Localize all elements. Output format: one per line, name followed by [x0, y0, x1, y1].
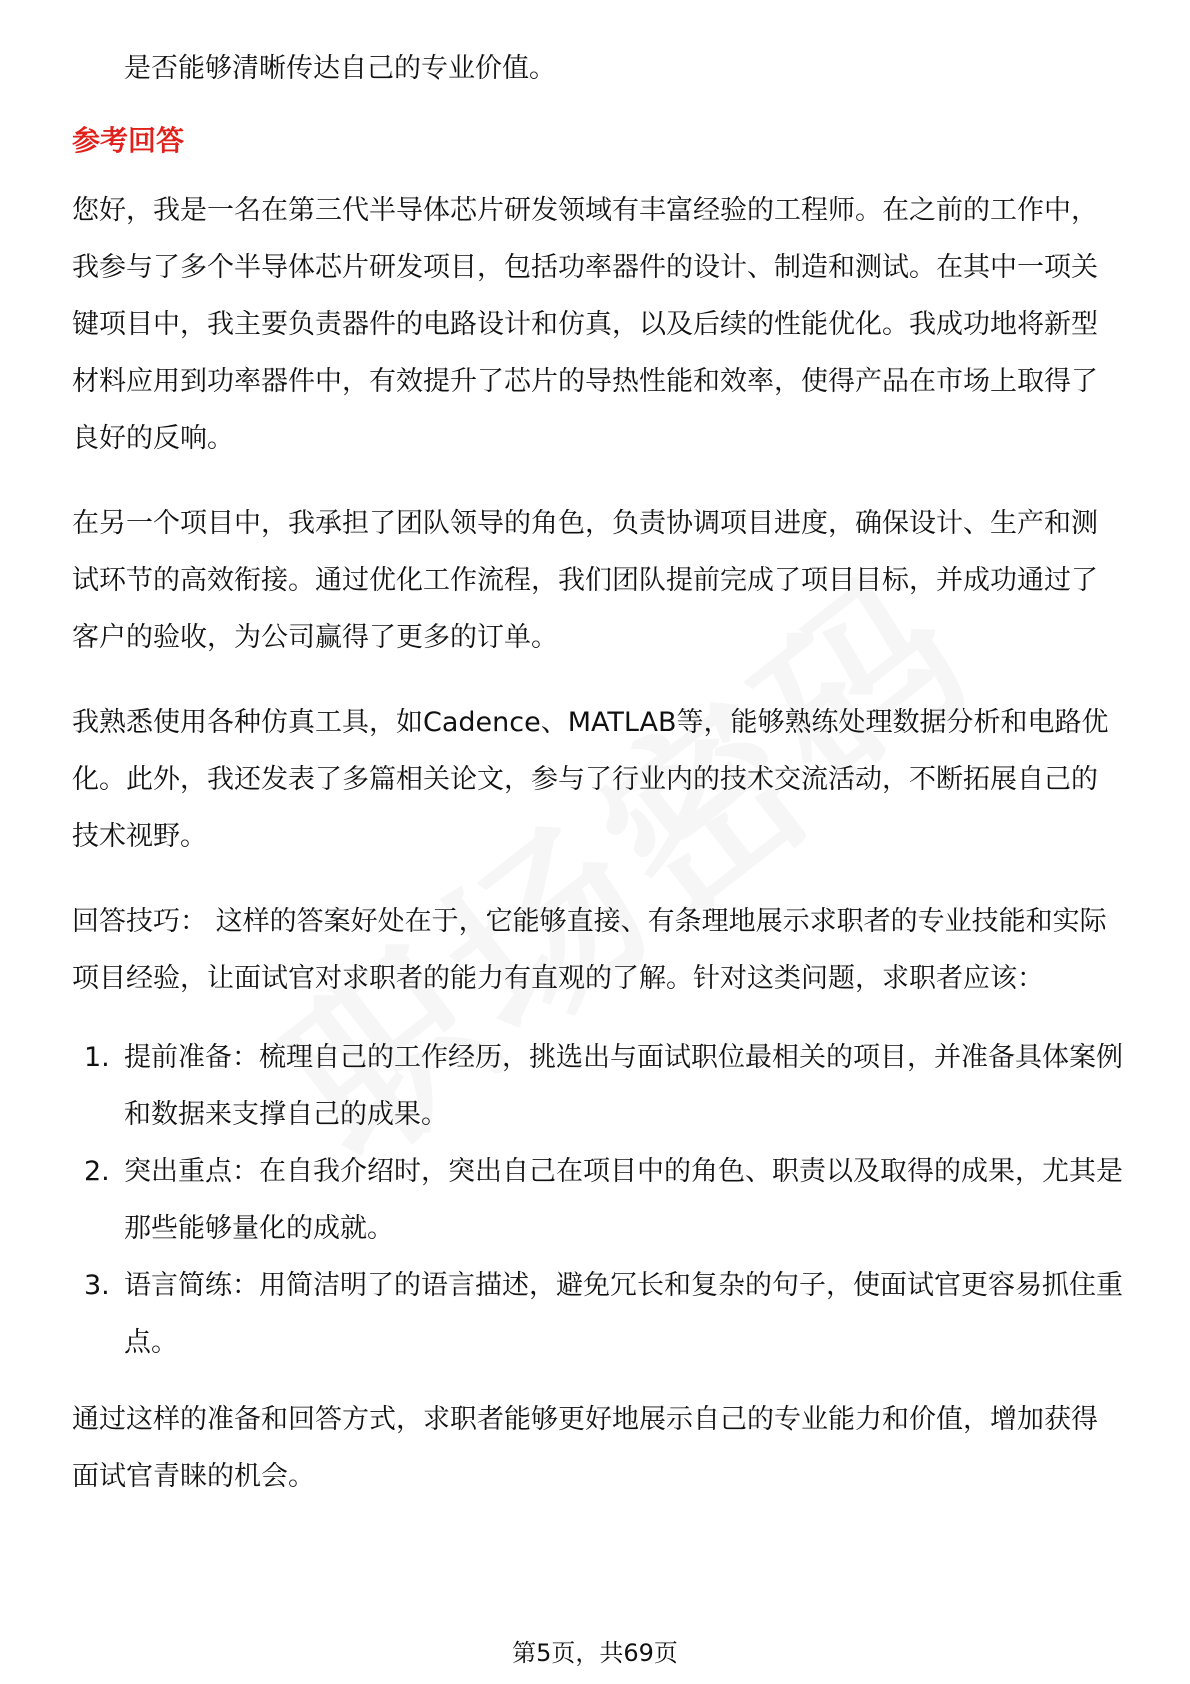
- list-item: [72, 1029, 1124, 1143]
- section-heading: 参考回答: [72, 124, 185, 157]
- continuation-text: 是否能够清晰传达自己的专业价值。: [124, 53, 556, 84]
- list-item-number: 2.: [84, 1156, 110, 1187]
- list-item-number: 3.: [84, 1270, 110, 1301]
- document-page: [72, 40, 1124, 1505]
- answer-paragraph-1: 您好，我是一名在第三代半导体芯片研发领域有丰富经验的工程师。在之前的工作中，我参与了多个半导体芯片研发项目，包括功率器件的设计、制造和测试。在其中一项关键项目中，我主要负责器件的电路设计和仿真，以及后续的性能优化。我成功地将新型材料应用到功率器件中，有效提升了芯片的导热性能和效率，使得产品在市场上取得了良好的反响。: [72, 195, 1098, 454]
- list-item-text: 突出重点：在自我介绍时，突出自己在项目中的角色、职责以及取得的成果，尤其是那些能够量化的成就。: [124, 1156, 1123, 1244]
- list-item: [72, 1143, 1124, 1257]
- list-item-number: 1.: [84, 1042, 110, 1073]
- tips-intro-paragraph: 回答技巧： 这样的答案好处在于，它能够直接、有条理地展示求职者的专业技能和实际项目经验，让面试官对求职者的能力有直观的了解。针对这类问题，求职者应该：: [72, 906, 1107, 994]
- tips-list: [72, 1029, 1124, 1371]
- conclusion-paragraph: 通过这样的准备和回答方式，求职者能够更好地展示自己的专业能力和价值，增加获得面试官青睐的机会。: [72, 1404, 1098, 1492]
- answer-paragraph-3: 我熟悉使用各种仿真工具，如Cadence、MATLAB等，能够熟练处理数据分析和电路优化。此外，我还发表了多篇相关论文，参与了行业内的技术交流活动，不断拓展自己的技术视野。: [72, 707, 1109, 852]
- page-footer: 第5页，共69页: [512, 1639, 678, 1667]
- list-item-text: 语言简练：用简洁明了的语言描述，避免冗长和复杂的句子，使面试官更容易抓住重点。: [124, 1270, 1123, 1358]
- list-item: [72, 1257, 1124, 1371]
- answer-paragraph-2: 在另一个项目中，我承担了团队领导的角色，负责协调项目进度，确保设计、生产和测试环节的高效衔接。通过优化工作流程，我们团队提前完成了项目目标，并成功通过了客户的验收，为公司赢得了更多的订单。: [72, 508, 1098, 653]
- list-item-text: 提前准备：梳理自己的工作经历，挑选出与面试职位最相关的项目，并准备具体案例和数据来支撑自己的成果。: [124, 1042, 1123, 1130]
